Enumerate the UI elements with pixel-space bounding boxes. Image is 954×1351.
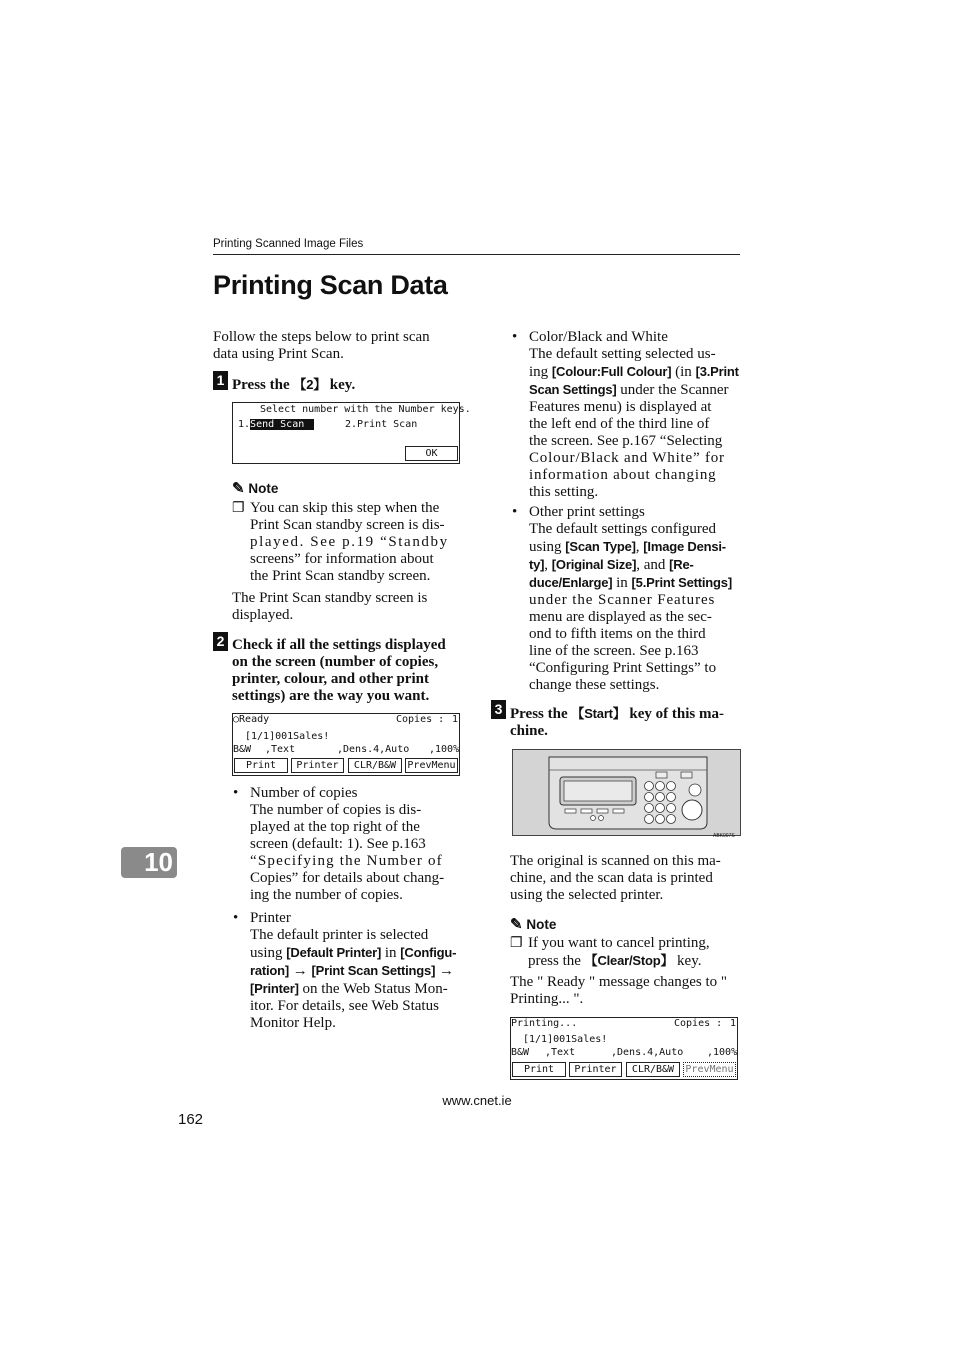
bullet-line: Monitor Help. <box>250 1015 336 1031</box>
note-line: If you want to cancel printing, <box>528 935 710 951</box>
bullet-line: change these settings. <box>529 677 660 693</box>
lcd-density: ,Dens.4,Auto <box>337 744 410 755</box>
lcd-printer-button: Printer <box>569 1062 622 1077</box>
step-3-line: chine. <box>510 723 548 739</box>
step-2-line: Check if all the settings displayed <box>232 637 446 653</box>
intro-line: data using Print Scan. <box>213 346 344 362</box>
text-run: , <box>635 539 644 555</box>
lcd-print-button: Print <box>234 758 288 773</box>
setting-name: duce/Enlarge] <box>529 575 613 590</box>
lcd-clr-bw-button: CLR/B&W <box>626 1062 680 1077</box>
setting-name: [Default Printer] <box>286 945 382 960</box>
lcd-density: ,Dens.4,Auto <box>611 1047 684 1058</box>
text-run: press the <box>528 953 585 969</box>
message-change-text <box>510 974 744 1008</box>
step-3-result <box>510 853 742 904</box>
start-key-label: 【Start】 <box>571 706 626 721</box>
lcd-copies-label: Copies : <box>396 714 445 725</box>
result-line: displayed. <box>232 607 294 623</box>
lcd-status: Printing... <box>511 1018 578 1029</box>
bullet-line: “Configuring Print Settings” to <box>529 660 717 676</box>
bullet-line: line of the screen. See p.163 <box>529 643 699 659</box>
note-1-text <box>250 500 462 585</box>
page-number: 162 <box>178 1111 204 1128</box>
text-run: under the Scanner <box>616 382 729 398</box>
page-title: Printing Scan Data <box>213 270 448 300</box>
bullet-line <box>250 962 464 980</box>
chapter-tab: 10 <box>121 847 177 878</box>
lcd-screen-ready <box>232 713 460 776</box>
bullet-line <box>529 538 743 556</box>
lcd-copies-value: 1 <box>452 714 459 725</box>
note-label: Note <box>248 481 279 496</box>
bullet-line: played at the top right of the <box>250 819 420 835</box>
checkbox-bullet-icon: ❐ <box>510 936 523 951</box>
bullet-line: the left end of the third line of <box>529 416 710 432</box>
step-3-instruction <box>510 705 742 740</box>
note-line: screens” for information about <box>250 551 434 567</box>
pencil-icon: ✎ <box>510 916 523 933</box>
bullet-icon: • <box>233 910 239 926</box>
bullet-line: The number of copies is dis- <box>250 802 422 818</box>
result-line: The original is scanned on this ma- <box>510 853 721 869</box>
header-rule <box>213 254 740 255</box>
step-1-number: 1 <box>213 371 228 390</box>
lcd-scale: ,100% <box>707 1047 738 1058</box>
lcd-option-print-scan: 2.Print Scan <box>345 419 418 430</box>
lcd-option-send-scan: Send Scan <box>250 419 314 430</box>
result-line: chine, and the scan data is printed <box>510 870 713 886</box>
setting-name: [Printer] <box>250 981 299 996</box>
text-run: using <box>250 945 287 961</box>
step-2-line: on the screen (number of copies, <box>232 654 439 670</box>
step-2-instruction <box>232 637 446 705</box>
note-line: the Print Scan standby screen. <box>250 568 431 584</box>
start-key <box>682 800 702 820</box>
bullet-line: ond to fifth items on the third <box>529 626 706 642</box>
bullet-line <box>529 556 743 574</box>
lcd-option-1-num: 1. <box>238 419 251 430</box>
running-head: Printing Scanned Image Files <box>213 238 364 250</box>
pencil-icon: ✎ <box>232 480 245 497</box>
bullet-number-of-copies <box>250 785 462 904</box>
lcd-scan-type: ,Text <box>265 744 296 755</box>
step-2-number: 2 <box>213 632 228 651</box>
bullet-heading: Color/Black and White <box>529 329 668 345</box>
bullet-heading: Other print settings <box>529 504 645 520</box>
setting-name: [Image Densi- <box>643 539 726 554</box>
bullet-printer <box>250 910 464 1032</box>
message-line: The " Ready " message changes to " <box>510 974 728 990</box>
bullet-line: Features menu) is displayed at <box>529 399 712 415</box>
bullet-line: itor. For details, see Web Status <box>250 998 439 1014</box>
setting-name: [Print Scan Settings] <box>311 963 436 978</box>
note-line <box>528 952 742 970</box>
bullet-line: the screen. See p.167 “Selecting <box>529 433 723 449</box>
step-3-pre: Press the <box>510 706 572 722</box>
lcd-prevmenu-button-disabled: PrevMenu <box>683 1062 736 1077</box>
setting-name: [3.Print <box>695 364 739 379</box>
step-3-number: 3 <box>491 700 506 719</box>
control-panel-drawing <box>513 750 740 835</box>
bullet-heading: Printer <box>250 910 291 926</box>
lcd-file-line: [1/1]001Sales! <box>245 731 330 742</box>
text-run: , and <box>636 557 670 573</box>
bullet-line: Colour/Black and White” for <box>529 450 725 466</box>
lcd-screen-select <box>232 402 471 464</box>
bullet-line <box>529 574 743 592</box>
lcd-option-1 <box>238 419 314 431</box>
lcd-file-line: [1/1]001Sales! <box>523 1034 608 1045</box>
bullet-line: ing the number of copies. <box>250 887 403 903</box>
text-run: (in <box>671 364 696 380</box>
step-3-post: key of this ma- <box>625 706 724 722</box>
setting-name: ty] <box>529 557 545 572</box>
bullet-line: this setting. <box>529 484 599 500</box>
checkbox-bullet-icon: ❐ <box>232 501 245 516</box>
step-2-line: printer, colour, and other print <box>232 671 429 687</box>
bullet-line: menu are displayed as the sec- <box>529 609 712 625</box>
setting-name: [Scan Type] <box>565 539 636 554</box>
figure-code: ABK007S <box>713 833 735 839</box>
bullet-line: The default setting selected us- <box>529 346 716 362</box>
lcd-status-text: Ready <box>239 714 270 725</box>
bullet-colour <box>529 329 741 501</box>
note-line: Print Scan standby screen is dis- <box>250 517 445 533</box>
setting-name: [Original Size] <box>551 557 637 572</box>
lcd-prevmenu-button: PrevMenu <box>405 758 458 773</box>
bullet-icon: • <box>512 504 518 520</box>
text-run: key. <box>673 953 702 969</box>
bullet-line: The default settings configured <box>529 521 717 537</box>
lcd-clr-bw-button: CLR/B&W <box>348 758 402 773</box>
step-1-result <box>232 590 427 624</box>
bullet-icon: • <box>512 329 518 345</box>
note-heading-1 <box>232 479 278 497</box>
setting-name: [Re- <box>669 557 694 572</box>
bullet-heading: Number of copies <box>250 785 358 801</box>
bullet-line: The default printer is selected <box>250 927 429 943</box>
message-line: Printing... ". <box>510 991 584 1007</box>
intro-line: Follow the steps below to print scan <box>213 329 430 345</box>
lcd-scale: ,100% <box>429 744 460 755</box>
clear-stop-key <box>689 784 701 796</box>
step-1-post: key. <box>326 377 356 393</box>
key-2-label: 【2】 <box>293 377 327 392</box>
text-run: in <box>612 575 632 591</box>
bullet-line: screen (default: 1). See p.163 <box>250 836 426 852</box>
step-1-instruction <box>232 376 355 394</box>
step-1-pre: Press the <box>232 377 294 393</box>
status-circle-icon: ○ <box>233 714 240 725</box>
bullet-line: Copies” for details about chang- <box>250 870 445 886</box>
note-heading-2 <box>510 915 556 933</box>
note-2-text <box>528 935 742 970</box>
text-run: using <box>529 539 566 555</box>
setting-name: Scan Settings] <box>529 382 617 397</box>
lcd-copies-label: Copies : <box>674 1018 723 1029</box>
setting-name: ration] <box>250 963 290 978</box>
bullet-line <box>250 944 464 962</box>
lcd-colour: B&W <box>233 744 252 755</box>
note-line: You can skip this step when the <box>250 500 440 516</box>
step-2-line: settings) are the way you want. <box>232 688 430 704</box>
bullet-line: under the Scanner Features <box>529 592 716 608</box>
text-run: in <box>381 945 401 961</box>
text-run: , <box>544 557 552 573</box>
text-run: ing <box>529 364 552 380</box>
lcd-colour: B&W <box>511 1047 530 1058</box>
control-panel-illustration <box>512 749 741 836</box>
lcd-status <box>233 714 269 726</box>
bullet-other-settings <box>529 504 743 694</box>
bullet-line <box>529 363 741 381</box>
lcd-ok-button: OK <box>405 446 458 461</box>
setting-name: [Configu- <box>400 945 457 960</box>
result-line: The Print Scan standby screen is <box>232 590 428 606</box>
lcd-scan-type: ,Text <box>545 1047 576 1058</box>
lcd-print-button: Print <box>512 1062 566 1077</box>
bullet-line <box>529 381 741 399</box>
result-line: using the selected printer. <box>510 887 664 903</box>
note-label: Note <box>526 917 557 932</box>
setting-name: [Colour:Full Colour] <box>551 364 672 379</box>
lcd-prompt: Select number with the Number keys. <box>260 404 471 415</box>
footer-url: www.cnet.ie <box>442 1093 512 1108</box>
bullet-icon: • <box>233 785 239 801</box>
lcd-copies-value: 1 <box>730 1018 737 1029</box>
arrow-text: → <box>289 963 312 979</box>
intro-paragraph <box>213 329 430 363</box>
bullet-line: “Specifying the Number of <box>250 853 443 869</box>
note-line: played. See p.19 “Standby <box>250 534 449 550</box>
arrow-text: → <box>435 963 454 979</box>
text-run: on the Web Status Mon- <box>298 981 448 997</box>
bullet-line: information about changing <box>529 467 717 483</box>
bullet-line <box>250 980 464 998</box>
setting-name: [5.Print Settings] <box>631 575 732 590</box>
lcd-screen-printing <box>510 1017 738 1080</box>
lcd-printer-button: Printer <box>291 758 344 773</box>
clear-stop-key-label: 【Clear/Stop】 <box>584 953 674 968</box>
